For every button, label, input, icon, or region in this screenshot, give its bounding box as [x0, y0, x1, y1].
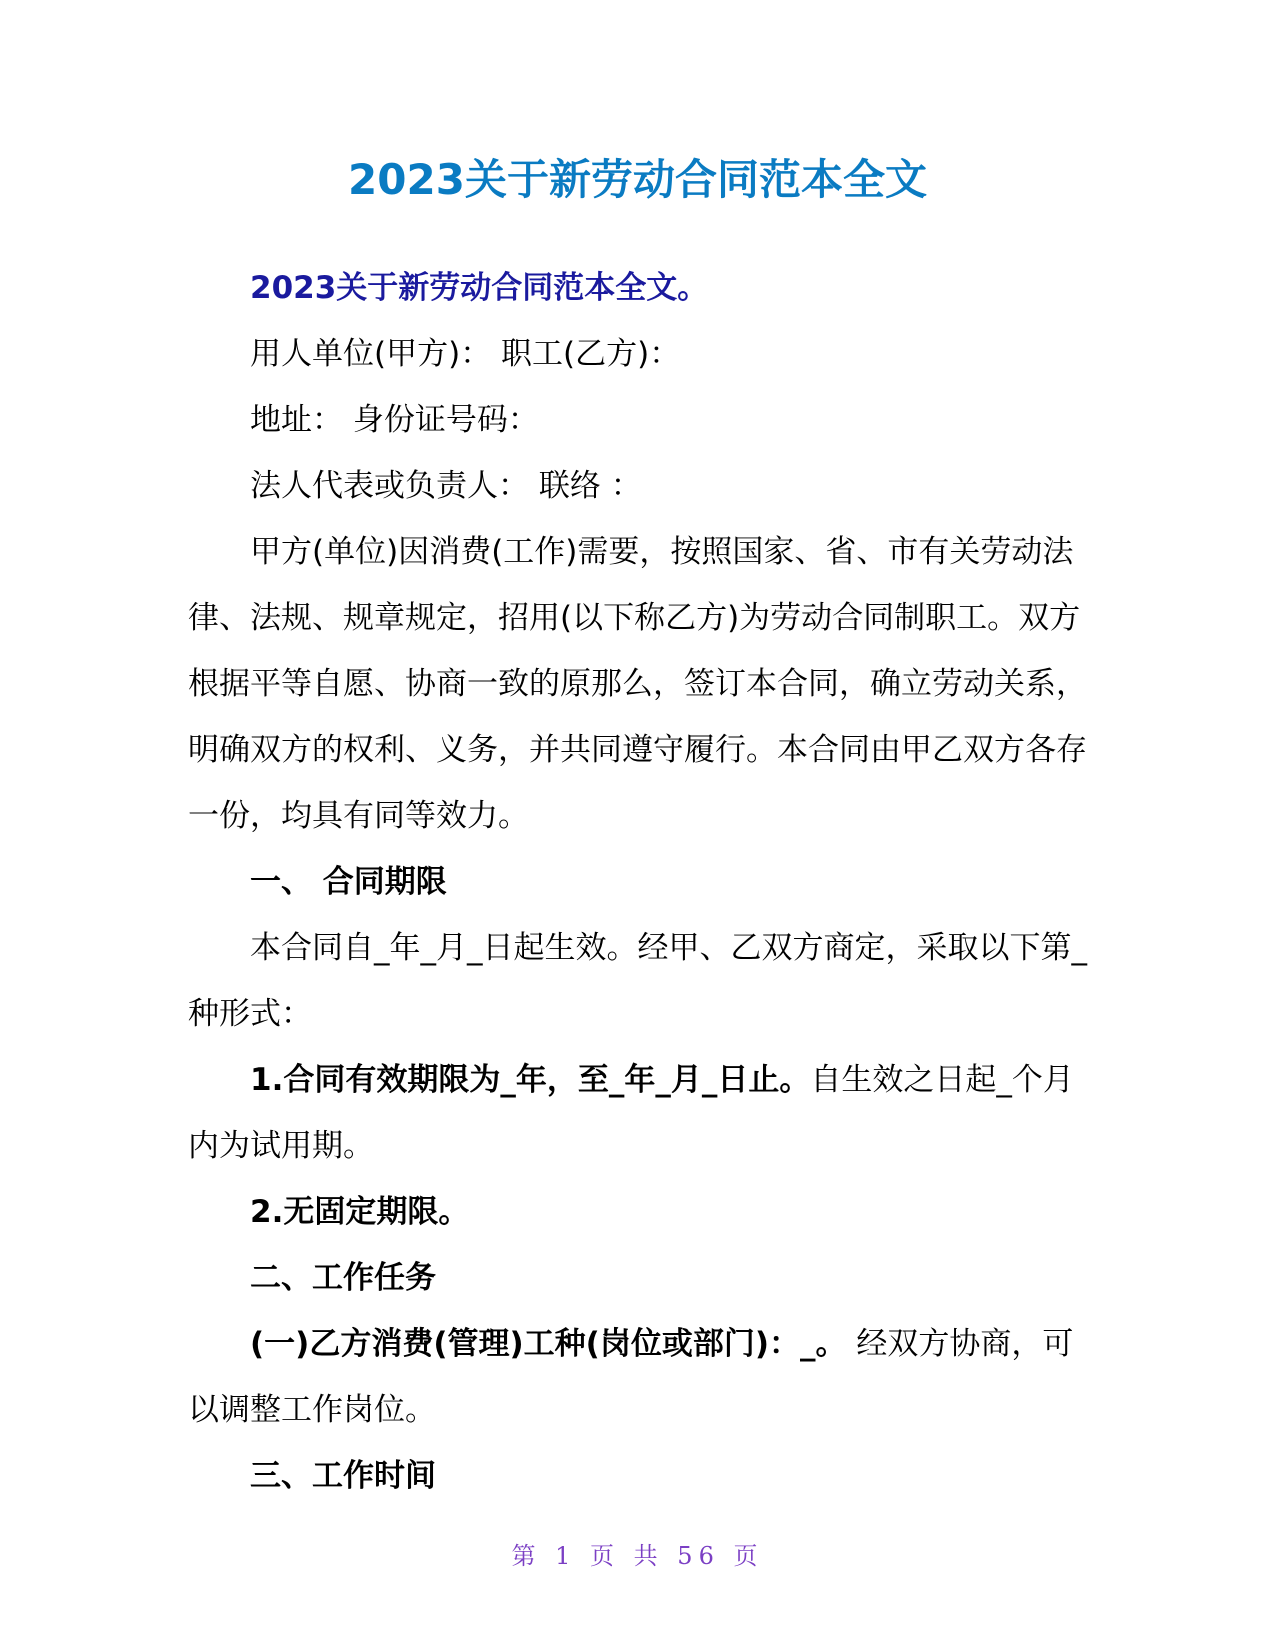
section-heading-hours: 三、工作时间: [250, 1458, 436, 1494]
document-body: [188, 255, 1088, 1509]
term-option-1: [188, 1047, 1088, 1179]
document-subtitle: 2023关于新劳动合同范本全文。: [250, 270, 709, 306]
tasks-paragraph: [188, 1311, 1088, 1443]
tasks-paragraph-rest: 经双方协商，可以调整工作岗位。: [188, 1326, 1074, 1428]
representative-line: 法人代表或负责人： 联络 ：: [250, 468, 642, 504]
party-line: 用人单位(甲方)： 职工(乙方)：: [250, 336, 681, 372]
tasks-paragraph-bold: (一)乙方消费(管理)工种(岗位或部门)：_。: [250, 1326, 847, 1362]
section-heading-tasks: 二、工作任务: [250, 1260, 436, 1296]
address-line: 地址： 身份证号码：: [250, 402, 539, 438]
document-title: 2023关于新劳动合同范本全文: [348, 155, 927, 204]
term-option-1-bold: 1.合同有效期限为_年，至_年_月_日止。: [250, 1062, 811, 1098]
term-option-2: 2.无固定期限。: [250, 1194, 470, 1230]
page-footer: 第 1 页 共 56 页: [511, 1542, 764, 1570]
intro-paragraph: 甲方(单位)因消费(工作)需要，按照国家、省、市有关劳动法律、法规、规章规定，招用(以下称乙方)为劳动合同制职工。双方根据平等自愿、协商一致的原那么，签订本合同，确立劳动关系，明确双方的权利、义务，并共同遵守履行。本合同由甲乙双方各存一份，均具有同等效力。: [188, 534, 1087, 834]
term-option-1-rest: 自生效之日起_个月内为试用期。: [188, 1062, 1074, 1164]
term-paragraph: 本合同自_年_月_日起生效。经甲、乙双方商定，采取以下第_种形式：: [188, 930, 1087, 1032]
section-heading-term: 一、 合同期限: [250, 864, 447, 900]
